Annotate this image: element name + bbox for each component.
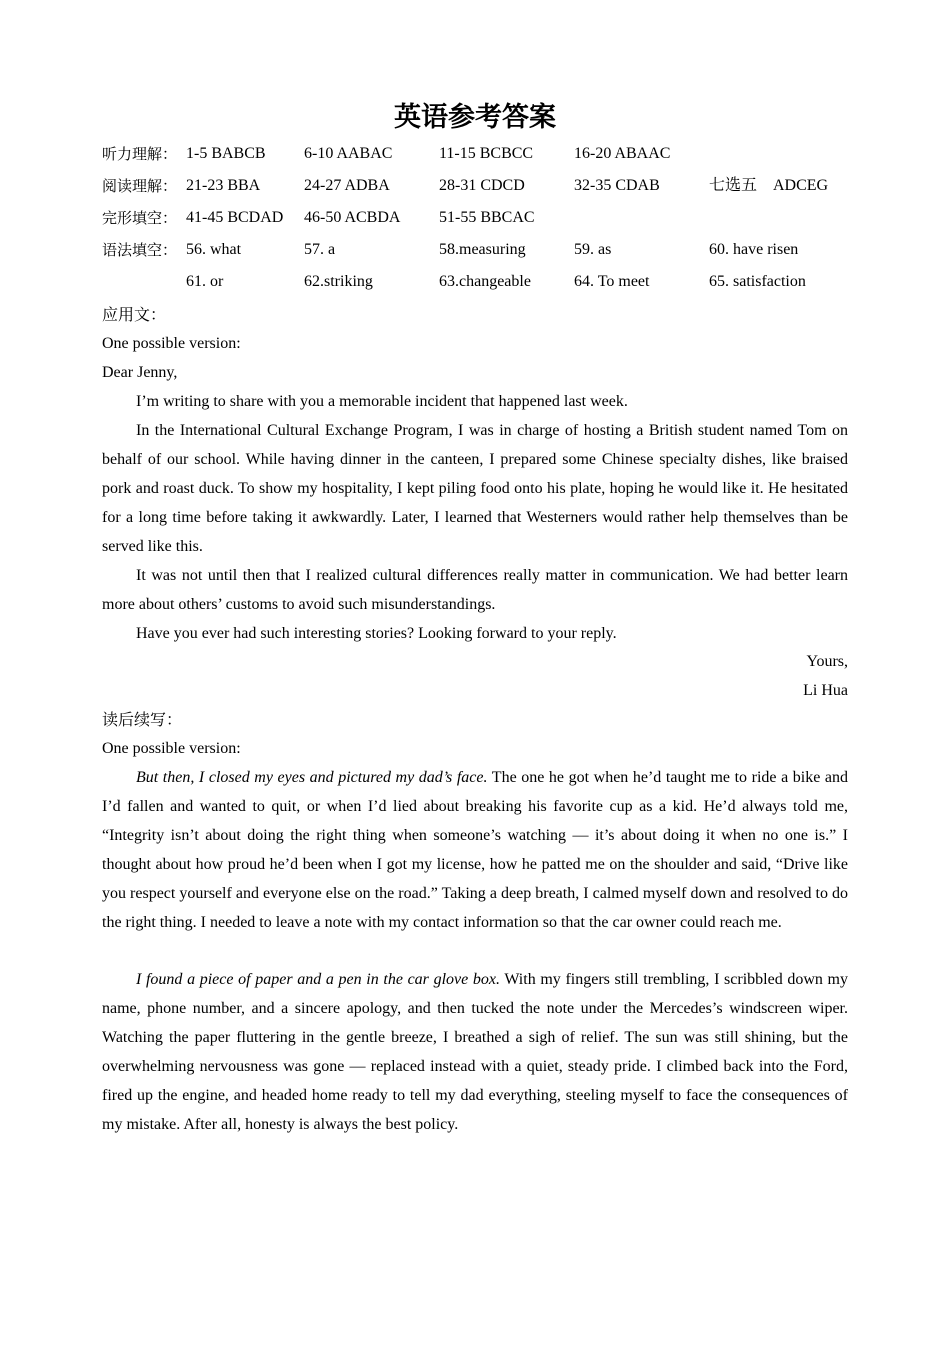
- paragraph-body: With my fingers still trembling, I scribbled down my name, phone number, and a sincere apology, and then tucked the note under the Mercedes’s windscreen wiper. Watching the paper fluttering in the gentle breeze, I breathed a sigh of relief. The sun was still shining, but the overwhelming nervousness was gone — replaced instead with a quiet, steady pride. I climbed back into the Ford, fired up the engine, and headed home ready to tell my dad everything, steeling myself to face the consequences of my mistake. After all, honesty is always the best policy.: [102, 971, 849, 1133]
- answer-item: 64. To meet: [574, 273, 650, 290]
- answer-item: 60. have risen: [709, 241, 799, 258]
- grammar-answers-row-2: [102, 266, 862, 298]
- letter-greeting: Dear Jenny,: [102, 364, 178, 381]
- answer-item: 41-45 BCDAD: [186, 209, 284, 226]
- reading-answers: [102, 170, 862, 202]
- cloze-answers: [102, 202, 862, 234]
- letter-paragraph: Have you ever had such interesting stories? Looking forward to your reply.: [136, 625, 617, 642]
- answer-item: 46-50 ACBDA: [304, 209, 401, 226]
- paragraph-lead-sentence: I found a piece of paper and a pen in the car glove box.: [136, 971, 500, 988]
- letter-paragraph: In the International Cultural Exchange Program, I was in charge of hosting a British student named Tom on behalf of our school. While having dinner in the canteen, I prepared some Chinese specialty dishes, like braised pork and roast duck. To show my hospitality, I kept piling food onto his plate, hoping he would like it. He hesitated for a long time before taking it awkwardly. Later, I learned that Westerners would rather help themselves than be served like this.: [102, 422, 848, 555]
- answer-item: 32-35 CDAB: [574, 177, 660, 194]
- answer-item: 63.changeable: [439, 273, 531, 290]
- practical-writing-heading: 应用文：: [102, 305, 167, 324]
- answer-item: 65. satisfaction: [709, 273, 806, 290]
- listening-label: 听力理解：: [102, 145, 178, 163]
- grammar-label: 语法填空：: [102, 241, 178, 259]
- story-paragraph-2: [102, 965, 848, 1139]
- answer-item: 1-5 BABCB: [186, 145, 266, 162]
- answer-item: 59. as: [574, 241, 612, 258]
- answer-item: 16-20 ABAAC: [574, 145, 671, 162]
- answer-item: 56. what: [186, 241, 242, 258]
- paragraph-body: The one he got when he’d taught me to ride a bike and I’d fallen and wanted to quit, or when I’d lied about breaking his favorite cup as a kid. He’d always told me, “Integrity isn’t about doing the right thing when someone’s watching — it’s about doing it when no one is.” I thought about how proud he’d been when I got my license, how he patted me on the shoulder and said, “Drive like you respect yourself and everyone else on the road.” Taking a deep breath, I calmed myself down and resolved to do the right thing. I needed to leave a note with my contact information so that the car owner could reach me.: [102, 769, 848, 931]
- letter-paragraph: I’m writing to share with you a memorable incident that happened last week.: [136, 393, 628, 410]
- letter-paragraph: It was not until then that I realized cultural differences really matter in communication. We had better learn more about others’ customs to avoid such misunderstandings.: [102, 567, 848, 613]
- answer-item: 57. a: [304, 241, 336, 258]
- reading-label: 阅读理解：: [102, 177, 178, 195]
- version-label: One possible version:: [102, 335, 241, 352]
- story-paragraph-1: [102, 763, 848, 937]
- answer-item: 七选五 ADCEG: [709, 177, 829, 194]
- answer-item: 28-31 CDCD: [439, 177, 525, 194]
- cloze-label: 完形填空：: [102, 209, 178, 227]
- grammar-answers-row-1: [102, 234, 862, 266]
- answer-item: 6-10 AABAC: [304, 145, 393, 162]
- answer-item: 21-23 BBA: [186, 177, 261, 194]
- answer-item: 58.measuring: [439, 241, 526, 258]
- answer-item: 61. or: [186, 273, 224, 290]
- answer-item: 51-55 BBCAC: [439, 209, 535, 226]
- continuation-writing-heading: 读后续写：: [102, 710, 183, 729]
- page-title: 英语参考答案: [394, 102, 556, 133]
- version-label: One possible version:: [102, 740, 241, 757]
- answer-item: 62.striking: [304, 273, 373, 290]
- letter-signature: Li Hua: [803, 682, 848, 699]
- letter-closing: Yours,: [806, 653, 848, 670]
- listening-answers: [102, 138, 862, 170]
- paragraph-lead-sentence: But then, I closed my eyes and pictured my dad’s face.: [136, 769, 488, 786]
- answer-item: 24-27 ADBA: [304, 177, 390, 194]
- answer-item: 11-15 BCBCC: [439, 145, 534, 162]
